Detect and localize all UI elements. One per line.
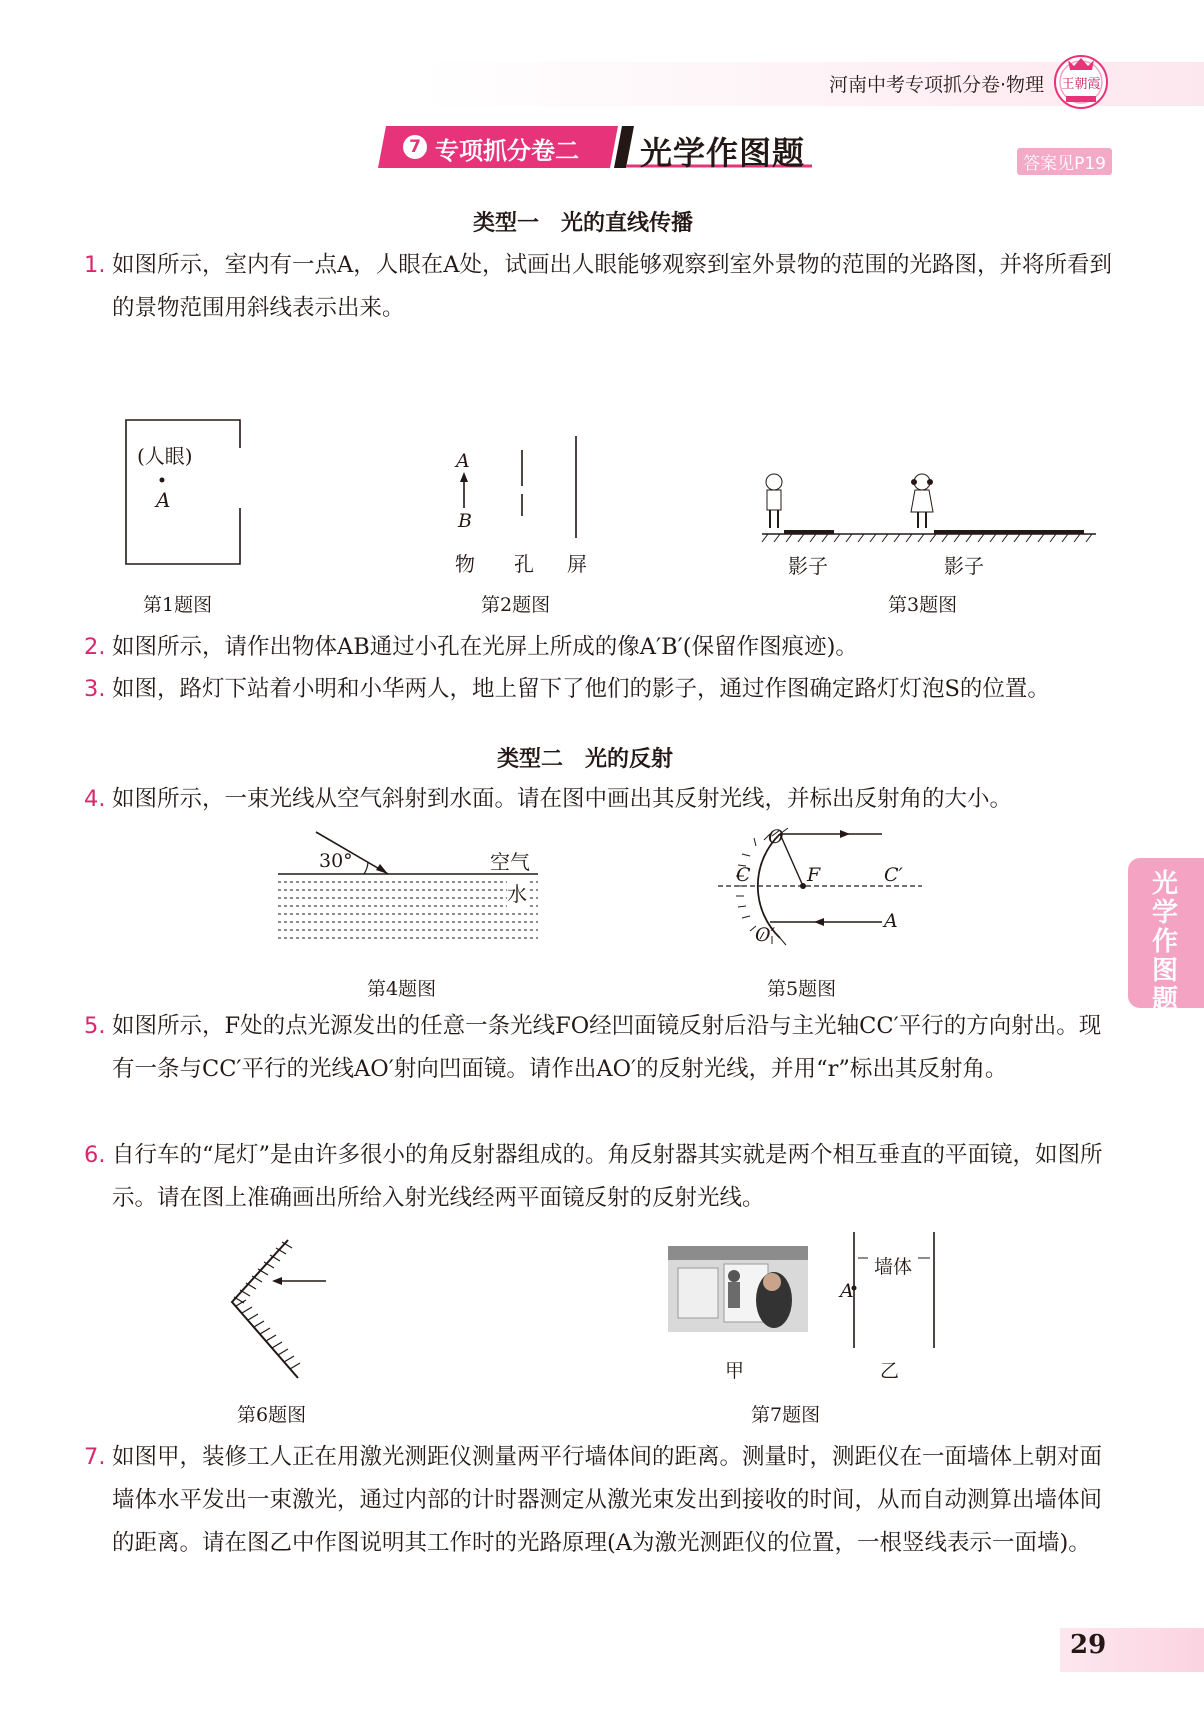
fig4-water-label: 水	[507, 878, 527, 907]
question-2	[84, 626, 1114, 669]
fig5-label-o: O	[768, 826, 784, 848]
fig7-label-jia: 甲	[725, 1360, 745, 1382]
question-text: 如图甲，装修工人正在用激光测距仪测量两平行墙体间的距离。测量时，测距仪在一面墙体上朝对面墙体水平发出一束激光，通过内部的计时器测定从激光束发出到接收的时间，从而自动测算出墙体间的距离。请在图乙中作图说明其工作时的光路原理(A为激光测距仪的位置，一根竖线表示一面墙)。	[112, 1444, 1103, 1556]
question-5	[84, 1005, 1114, 1091]
person-xiaoming-icon	[766, 474, 782, 528]
banner-text: 专项抓分卷二	[435, 137, 579, 165]
fig7-label-a: A	[840, 1280, 854, 1302]
fig3-caption: 第3题图	[888, 594, 958, 616]
fig5-label-o-prime: O′	[755, 924, 775, 946]
fig1-eye-label: (人眼)	[137, 444, 193, 468]
question-text: 如图，路灯下站着小明和小华两人，地上留下了他们的影子，通过作图确定路灯灯泡S的位置。	[112, 676, 1050, 702]
question-text: 如图所示，F处的点光源发出的任意一条光线FO经凹面镜反射后沿与主光轴CC′平行的方向射出。现有一条与CC′平行的光线AO′射向凹面镜。请作出AO′的反射光线，并用“r”标出其反射角。	[112, 1013, 1102, 1082]
answer-reference: 答案见P19	[1017, 148, 1112, 175]
fig4-air-label: 空气	[490, 850, 530, 874]
fig5-label-f: F	[807, 864, 821, 886]
figure-4	[276, 826, 546, 946]
type-heading-1: 类型一 光的直线传播	[473, 211, 694, 236]
fig1-caption: 第1题图	[143, 594, 213, 616]
type-heading-2: 类型二 光的反射	[497, 747, 674, 772]
fig5-caption: 第5题图	[767, 978, 837, 1000]
question-number: 7.	[84, 1444, 106, 1470]
book-title: 河南中考专项抓分卷·物理	[828, 74, 1044, 96]
side-tab	[1128, 858, 1204, 1015]
page-number: 29	[1070, 1630, 1107, 1660]
section-title: 光学作图题	[640, 134, 806, 172]
question-3	[84, 668, 1114, 711]
question-7	[84, 1436, 1114, 1565]
fig2-caption: 第2题图	[481, 594, 551, 616]
question-number: 2.	[84, 634, 106, 660]
question-text: 如图所示，请作出物体AB通过小孔在光屏上所成的像A′B′(保留作图痕迹)。	[112, 634, 858, 660]
svg-text:王朝霞: 王朝霞	[1061, 77, 1101, 92]
fig7-caption: 第7题图	[751, 1404, 821, 1426]
question-text: 如图所示，一束光线从空气斜射到水面。请在图中画出其反射光线，并标出反射角的大小。	[112, 786, 1013, 812]
fig2-label-b: B	[458, 510, 472, 532]
question-1	[84, 244, 1114, 330]
question-number: 4.	[84, 786, 106, 812]
banner-number: 7	[409, 137, 421, 157]
question-number: 5.	[84, 1013, 106, 1039]
fig4-angle-label: 30°	[319, 850, 353, 872]
figure-7-photo	[668, 1246, 808, 1332]
fig2-label-screen: 屏	[567, 552, 587, 576]
fig3-shadow-label-1: 影子	[788, 554, 828, 578]
question-text: 如图所示，室内有一点A，人眼在A处，试画出人眼能够观察到室外景物的范围的光路图，并将所看到的景物范围用斜线表示出来。	[112, 252, 1112, 321]
side-tab-label: 光学作图题	[1151, 869, 1178, 1015]
fig3-shadow-label-2: 影子	[944, 554, 984, 578]
fig5-label-c: C	[736, 864, 751, 886]
fig5-label-a: A	[884, 910, 898, 932]
fig1-point-label: A	[156, 488, 171, 512]
fig4-caption: 第4题图	[367, 978, 437, 1000]
question-number: 6.	[84, 1142, 106, 1168]
figure-7-diagram	[850, 1230, 940, 1350]
question-number: 3.	[84, 676, 106, 702]
fig5-label-c-prime: C′	[884, 864, 903, 886]
question-6	[84, 1134, 1114, 1220]
fig2-label-a: A	[456, 450, 470, 472]
question-4	[84, 778, 1114, 821]
question-text: 自行车的“尾灯”是由许多很小的角反射器组成的。角反射器其实就是两个相互垂直的平面镜，如图所示。请在图上准确画出所给入射光线经两平面镜反射的反射光线。	[112, 1142, 1103, 1211]
fig7-wall-label: 墙体	[874, 1256, 913, 1278]
fig6-caption: 第6题图	[237, 1404, 307, 1426]
person-xiaohua-icon	[911, 474, 933, 528]
fig2-label-hole: 孔	[514, 552, 534, 576]
figure-6	[222, 1236, 332, 1386]
fig7-label-yi: 乙	[880, 1360, 900, 1382]
figure-5	[710, 826, 930, 958]
question-number: 1.	[84, 252, 106, 278]
publisher-logo	[1050, 50, 1112, 112]
fig2-label-object: 物	[455, 552, 475, 576]
figure-3	[754, 470, 1104, 550]
